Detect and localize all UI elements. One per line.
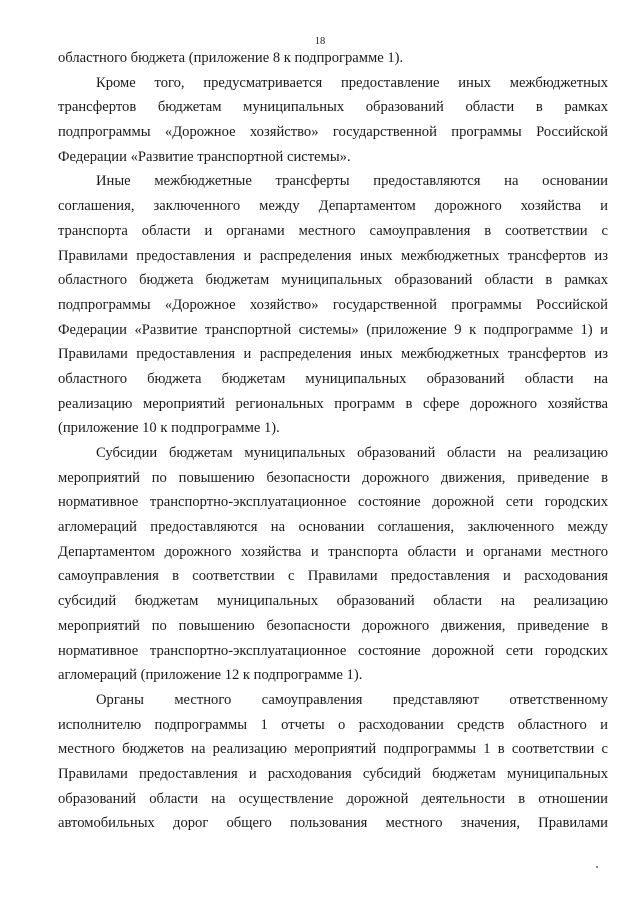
text-line: Правилами предоставления и расходования субсидий бюджетам муниципальных [58, 765, 608, 782]
text-line: нормативное транспортно-эксплуатационное состояние дорожной сети городских [58, 494, 608, 511]
paragraph-first-line: Органы местного самоуправления представляют ответственному [96, 691, 608, 708]
text-line: трансфертов бюджетам муниципальных образований области в рамках [58, 99, 608, 116]
text-line: местного бюджетов на реализацию мероприятий подпрограммы 1 в соответствии с [58, 741, 608, 758]
text-line: областного бюджета бюджетам муниципальных образований области на [58, 370, 608, 387]
paragraph-first-line: Иные межбюджетные трансферты предоставляются на основании [96, 173, 608, 190]
text-line: субсидий бюджетам муниципальных образований области на реализацию [58, 593, 608, 610]
document-body [58, 46, 608, 836]
text-line: (приложение 10 к подпрограмме 1). [58, 420, 280, 437]
page-number: 18 [314, 36, 326, 47]
text-line: нормативное транспортно-эксплуатационное состояние дорожной сети городских [58, 642, 608, 659]
text-line: Департаментом дорожного хозяйства и транспорта области и органами местного [58, 543, 608, 560]
text-line: реализацию мероприятий региональных программ в сфере дорожного хозяйства [58, 395, 608, 412]
text-line: автомобильных дорог общего пользования местного значения, Правилами [58, 815, 608, 832]
text-line: областного бюджета бюджетам муниципальных образований области в рамках [58, 272, 608, 289]
text-line: самоуправления в соответствии с Правилами предоставления и расходования [58, 568, 608, 585]
paragraph-first-line: Кроме того, предусматривается предоставление иных межбюджетных [96, 74, 608, 91]
text-line: областного бюджета (приложение 8 к подпрограмме 1). [58, 50, 404, 66]
text-line: агломераций (приложение 12 к подпрограмме 1). [58, 667, 363, 684]
text-line: Правилами предоставления и распределения иных межбюджетных трансфертов из [58, 346, 608, 363]
paragraph-first-line: Субсидии бюджетам муниципальных образований области на реализацию [96, 445, 608, 461]
text-line: подпрограммы «Дорожное хозяйство» государственной программы Российской [58, 124, 608, 141]
scan-mark [596, 866, 598, 868]
text-line: исполнителю подпрограммы 1 отчеты о расходовании средств областного и [58, 716, 608, 733]
text-line: транспорта области и органами местного самоуправления в соответствии с [58, 222, 608, 239]
text-line: образований области на осуществление дорожной деятельности в отношении [58, 790, 608, 807]
text-line: Федерации «Развитие транспортной системы». [58, 148, 351, 165]
text-line: мероприятий по повышению безопасности дорожного движения, приведение в [58, 469, 608, 486]
text-line: Правилами предоставления и распределения иных межбюджетных трансфертов из [58, 247, 608, 264]
text-line: агломераций предоставляются на основании соглашения, заключенного между [58, 519, 608, 536]
text-line: подпрограммы «Дорожное хозяйство» государственной программы Российской [58, 296, 608, 313]
text-line: мероприятий по повышению безопасности дорожного движения, приведение в [58, 617, 608, 634]
text-line: соглашения, заключенного между Департаментом дорожного хозяйства и [58, 198, 608, 215]
text-line: Федерации «Развитие транспортной системы» (приложение 9 к подпрограмме 1) и [58, 321, 608, 338]
